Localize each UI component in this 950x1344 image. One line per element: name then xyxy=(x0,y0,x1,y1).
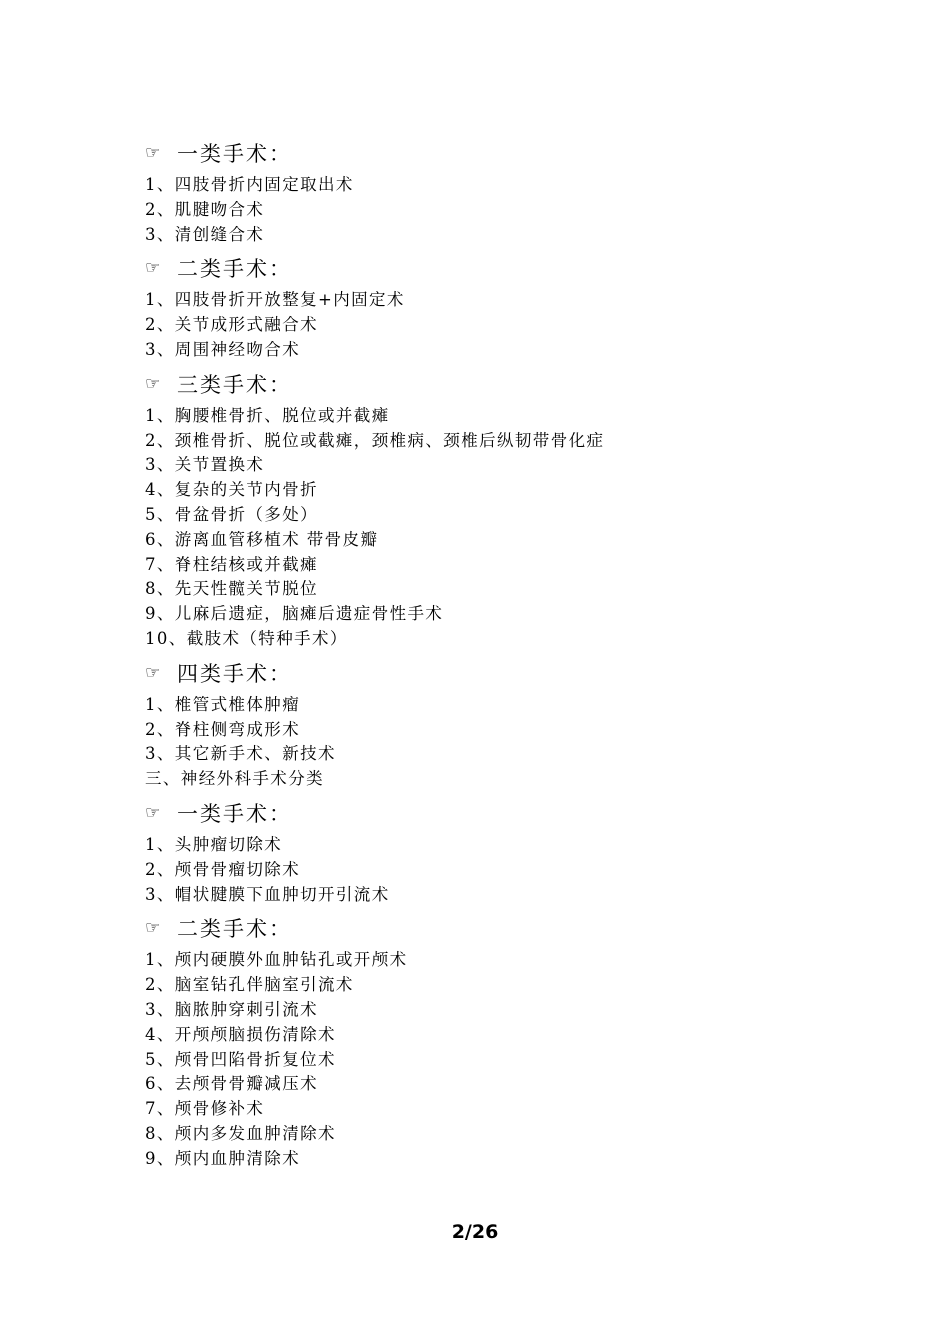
list-item: 3、其它新手术、新技术 xyxy=(145,744,336,764)
list-item: 7、脊柱结核或并截瘫 xyxy=(145,554,318,574)
section-heading-text: 一类手术： xyxy=(177,801,292,826)
list-item: 6、去颅骨骨瓣减压术 xyxy=(145,1074,318,1094)
section-heading xyxy=(145,910,845,946)
list-item: 7、颅骨修补术 xyxy=(145,1099,265,1119)
list-item: 2、脊柱侧弯成形术 xyxy=(145,719,301,739)
list-item: 9、儿麻后遗症，脑瘫后遗症骨性手术 xyxy=(145,604,444,624)
list-item: 1、四肢骨折内固定取出术 xyxy=(145,175,354,194)
section-heading xyxy=(145,250,845,286)
list-item: 10、截肢术（特种手术） xyxy=(145,628,348,648)
list-item: 2、脑室钻孔伴脑室引流术 xyxy=(145,975,354,995)
list-item: 9、颅内血肿清除术 xyxy=(145,1148,301,1168)
list-item: 3、帽状腱膜下血肿切开引流术 xyxy=(145,884,390,904)
list-item: 5、骨盆骨折（多处） xyxy=(145,504,318,524)
list-item: 2、关节成形式融合术 xyxy=(145,315,318,335)
section-heading-text: 四类手术： xyxy=(177,661,292,686)
section-heading-text: 三类手术： xyxy=(177,372,292,397)
pointing-hand-icon: ☞ xyxy=(145,143,163,163)
list-item: 4、复杂的关节内骨折 xyxy=(145,480,318,500)
list-item: 6、游离血管移植术 带骨皮瓣 xyxy=(145,529,379,549)
list-item: 3、脑脓肿穿刺引流术 xyxy=(145,999,318,1019)
list-item: 2、颅骨骨瘤切除术 xyxy=(145,859,301,879)
list-item: 5、颅骨凹陷骨折复位术 xyxy=(145,1049,336,1069)
section-heading xyxy=(145,366,845,402)
list-item: 1、胸腰椎骨折、脱位或并截瘫 xyxy=(145,405,390,425)
list-item: 8、先天性髋关节脱位 xyxy=(145,579,318,599)
list-item: 8、颅内多发血肿清除术 xyxy=(145,1123,336,1143)
pointing-hand-icon: ☞ xyxy=(145,258,163,279)
section-heading-text: 一类手术： xyxy=(177,142,292,166)
list-item: 3、周围神经吻合术 xyxy=(145,339,301,359)
list-item: 4、开颅颅脑损伤清除术 xyxy=(145,1024,336,1044)
pointing-hand-icon: ☞ xyxy=(145,373,163,394)
pointing-hand-icon: ☞ xyxy=(145,662,163,683)
list-item: 2、肌腱吻合术 xyxy=(145,199,265,219)
list-item: 1、颅内硬膜外血肿钻孔或开颅术 xyxy=(145,950,408,970)
pointing-hand-icon: ☞ xyxy=(145,918,163,939)
section-heading xyxy=(145,135,845,171)
pointing-hand-icon: ☞ xyxy=(145,802,163,823)
list-item: 1、椎管式椎体肿瘤 xyxy=(145,694,301,714)
section-title-line: 三、神经外科手术分类 xyxy=(145,769,324,789)
section-heading xyxy=(145,795,845,831)
section-heading-text: 二类手术： xyxy=(177,917,292,942)
document-body xyxy=(145,132,845,1172)
list-item: 1、头肿瘤切除术 xyxy=(145,834,283,854)
list-item: 2、颈椎骨折、脱位或截瘫，颈椎病、颈椎后纵韧带骨化症 xyxy=(145,430,605,450)
section-heading xyxy=(145,655,845,691)
list-item: 3、清创缝合术 xyxy=(145,224,265,244)
page-number: 2/26 xyxy=(451,1221,499,1243)
list-item: 3、关节置换术 xyxy=(145,455,265,475)
list-item: 1、四肢骨折开放整复+内固定术 xyxy=(145,290,405,310)
section-heading-text: 二类手术： xyxy=(177,257,292,282)
